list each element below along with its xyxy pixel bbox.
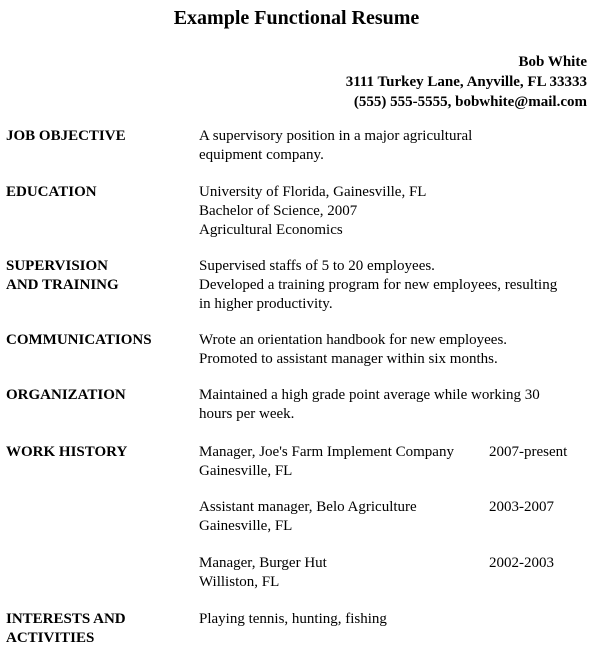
job-location: Gainesville, FL — [199, 463, 293, 479]
text-line: Wrote an orientation handbook for new employees. — [199, 332, 508, 348]
text-line: Supervised staffs of 5 to 20 employees. — [199, 258, 435, 274]
section-label-communications: COMMUNICATIONS — [6, 332, 152, 348]
label-line: ACTIVITIES — [6, 630, 95, 646]
text-line: Bachelor of Science, 2007 — [199, 203, 358, 219]
text-line: Maintained a high grade point average while working 30 — [199, 387, 540, 403]
contact-name: Bob White — [518, 54, 587, 70]
label-line: AND TRAINING — [6, 277, 119, 293]
text-line: University of Florida, Gainesville, FL — [199, 184, 427, 200]
text-line: Agricultural Economics — [199, 222, 343, 238]
section-body-job-objective — [199, 127, 594, 165]
section-label-job-objective: JOB OBJECTIVE — [6, 128, 126, 144]
label-line: INTERESTS AND — [6, 611, 126, 627]
section-body-education — [199, 183, 594, 240]
section-label-education: EDUCATION — [6, 184, 97, 200]
section-label-supervision — [6, 257, 119, 295]
section-label-interests — [6, 610, 126, 648]
section-body-interests — [199, 610, 594, 629]
job-title: Assistant manager, Belo Agriculture — [199, 499, 417, 515]
section-body-supervision — [199, 257, 594, 314]
resume-title: Example Functional Resume — [173, 7, 420, 29]
contact-block — [346, 52, 587, 112]
job-location: Williston, FL — [199, 574, 280, 590]
job-title: Manager, Joe's Farm Implement Company — [199, 444, 454, 460]
job-years: 2002-2003 — [489, 555, 554, 571]
section-label-work-history: WORK HISTORY — [6, 444, 128, 460]
text-line: equipment company. — [199, 147, 324, 163]
section-body-communications — [199, 331, 594, 369]
text-line: hours per week. — [199, 406, 295, 422]
text-line: Playing tennis, hunting, fishing — [199, 611, 387, 627]
text-line: A supervisory position in a major agricultural — [199, 128, 473, 144]
section-label-organization: ORGANIZATION — [6, 387, 126, 403]
contact-address: 3111 Turkey Lane, Anyville, FL 33333 — [345, 74, 587, 90]
job-years: 2007-present — [489, 444, 568, 460]
job-years: 2003-2007 — [489, 499, 554, 515]
section-body-organization — [199, 386, 594, 424]
contact-phone-email: (555) 555-5555, bobwhite@mail.com — [353, 94, 587, 110]
job-location: Gainesville, FL — [199, 518, 293, 534]
text-line: Developed a training program for new employees, resulting — [199, 277, 558, 293]
text-line: Promoted to assistant manager within six months. — [199, 351, 498, 367]
job-title: Manager, Burger Hut — [199, 555, 327, 571]
label-line: SUPERVISION — [6, 258, 108, 274]
text-line: in higher productivity. — [199, 296, 333, 312]
